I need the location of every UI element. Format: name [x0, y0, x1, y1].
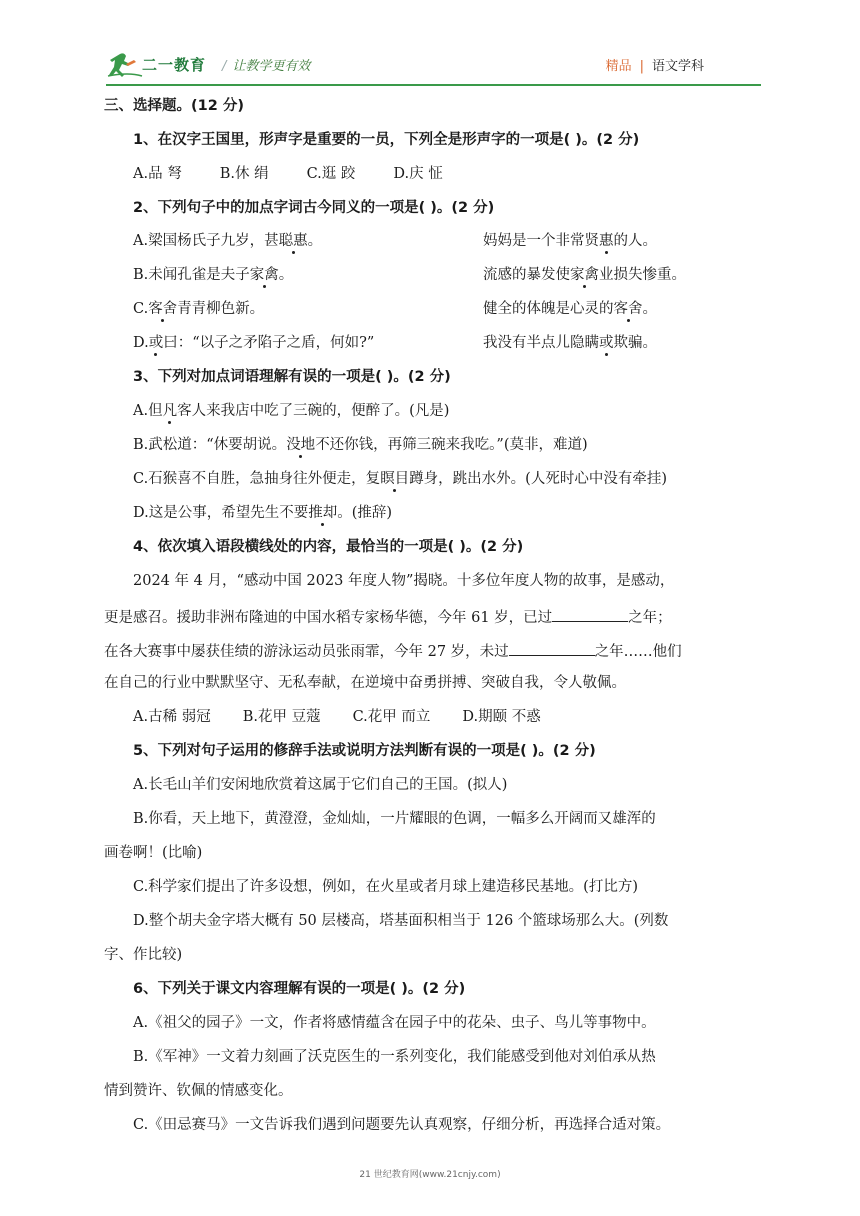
- q6-option-c: C.《田忌赛马》一文告诉我们遇到问题要先认真观察，仔细分析，再选择合适对策。: [133, 1117, 671, 1133]
- q4-blank-2[interactable]: [509, 639, 595, 656]
- q4-blank-1[interactable]: [552, 605, 628, 622]
- slogan: / 让教学更有效: [222, 59, 311, 74]
- q2-option-b: B.未闻孔雀是夫子家禽。 流感的暴发使家禽业损失惨重。: [133, 267, 686, 283]
- slogan-text: 让教学更有效: [232, 59, 311, 74]
- page-header: [0, 0, 860, 90]
- badge-premium: 精品: [605, 59, 632, 74]
- q4-option-b: B.花甲 豆蔻: [242, 709, 321, 725]
- q3-option-c: C.石猴喜不自胜，急抽身往外便走，复瞑目蹲身，跳出水外。(人死时心中没有牵挂): [133, 471, 667, 487]
- q5-option-d-line-2: 字、作比较): [104, 947, 183, 963]
- q2-stem: 2、下列句子中的加点字词古今同义的一项是( )。(2 分): [133, 200, 495, 216]
- q5-option-c: C.科学家们提出了许多设想，例如，在火星或者月球上建造移民基地。(打比方): [133, 879, 638, 895]
- q5-option-b-line-2: 画卷啊！(比喻): [104, 845, 203, 861]
- q4-passage-line-1: 2024 年 4 月，“感动中国 2023 年度人物”揭晓。十多位年度人物的故事，是感动，: [133, 573, 675, 589]
- q2-option-d: D.或曰：“以子之矛陷子之盾，何如?” 我没有半点儿隐瞒或欺骗。: [133, 335, 657, 351]
- q4-passage-line-2: 更是感召。援助非洲布隆迪的中国水稻专家杨华德，今年 61 岁，已过 之年；: [104, 605, 672, 628]
- header-divider: [106, 84, 761, 86]
- q4-option-d: D.期颐 不惑: [462, 709, 541, 725]
- q1-options: [133, 164, 443, 184]
- q3-stem: 3、下列对加点词语理解有误的一项是( )。(2 分): [133, 369, 451, 385]
- q3-option-d: D.这是公事，希望先生不要推却。(推辞): [133, 505, 393, 521]
- q4-passage-line-4: 在自己的行业中默默坚守、无私奉献，在逆境中奋勇拼搏、突破自我，令人敬佩。: [104, 675, 626, 691]
- q6-option-a: A.《祖父的园子》一文，作者将感情蕴含在园子中的花朵、虫子、鸟儿等事物中。: [133, 1015, 656, 1031]
- q1-option-a: A.品 弩: [133, 166, 182, 182]
- q5-option-d-line-1: D.整个胡夫金字塔大概有 50 层楼高，塔基面积相当于 126 个篮球场那么大。(列数: [133, 913, 669, 929]
- q1-option-d: D.庆 怔: [393, 166, 443, 182]
- header-right: 精品 | 语文学科: [605, 59, 704, 74]
- q2-option-c: C.客舍青青柳色新。 健全的体魄是心灵的客舍。: [133, 301, 657, 317]
- q4-option-a: A.古稀 弱冠: [133, 709, 211, 725]
- page-footer: 21 世纪教育网(www.21cnjy.com): [359, 1170, 501, 1180]
- q1-option-c: C.逛 跤: [306, 166, 356, 182]
- section-title: 三、选择题。(12 分): [104, 98, 244, 114]
- q3-option-b: B.武松道：“休要胡说。没地不还你钱，再筛三碗来我吃。”(莫非，难道): [133, 437, 588, 453]
- q6-option-b-line-1: B.《军神》一文着力刻画了沃克医生的一系列变化，我们能感受到他对刘伯承从热: [133, 1049, 656, 1065]
- q4-option-c: C.花甲 而立: [352, 709, 431, 725]
- q4-stem: 4、依次填入语段横线处的内容，最恰当的一项是( )。(2 分): [133, 539, 524, 555]
- q6-option-b-line-2: 情到赞许、钦佩的情感变化。: [104, 1083, 293, 1099]
- logo-text: 二一教育: [142, 56, 207, 74]
- q4-passage-line-3: 在各大赛事中屡获佳绩的游泳运动员张雨霏，今年 27 岁，未过 之年……他们: [104, 639, 682, 662]
- q2-option-a: A.梁国杨氏子九岁，甚聪惠。 妈妈是一个非常贤惠的人。: [133, 233, 657, 249]
- q1-option-b: B.休 绢: [219, 166, 269, 182]
- subject-label: 语文学科: [651, 59, 704, 74]
- q5-stem: 5、下列对句子运用的修辞手法或说明方法判断有误的一项是( )。(2 分): [133, 743, 596, 759]
- q4-options: [133, 707, 541, 727]
- q3-option-a: A.但凡客人来我店中吃了三碗的，便醉了。(凡是): [133, 403, 450, 419]
- q6-stem: 6、下列关于课文内容理解有误的一项是( )。(2 分): [133, 981, 466, 997]
- q1-stem: 1、在汉字王国里，形声字是重要的一员，下列全是形声字的一项是( )。(2 分): [133, 132, 640, 148]
- q5-option-b-line-1: B.你看，天上地下，黄澄澄，金灿灿，一片耀眼的色调，一幅多么开阔而又雄浑的: [133, 811, 656, 827]
- q5-option-a: A.长毛山羊们安闲地欣赏着这属于它们自己的王国。(拟人): [133, 777, 508, 793]
